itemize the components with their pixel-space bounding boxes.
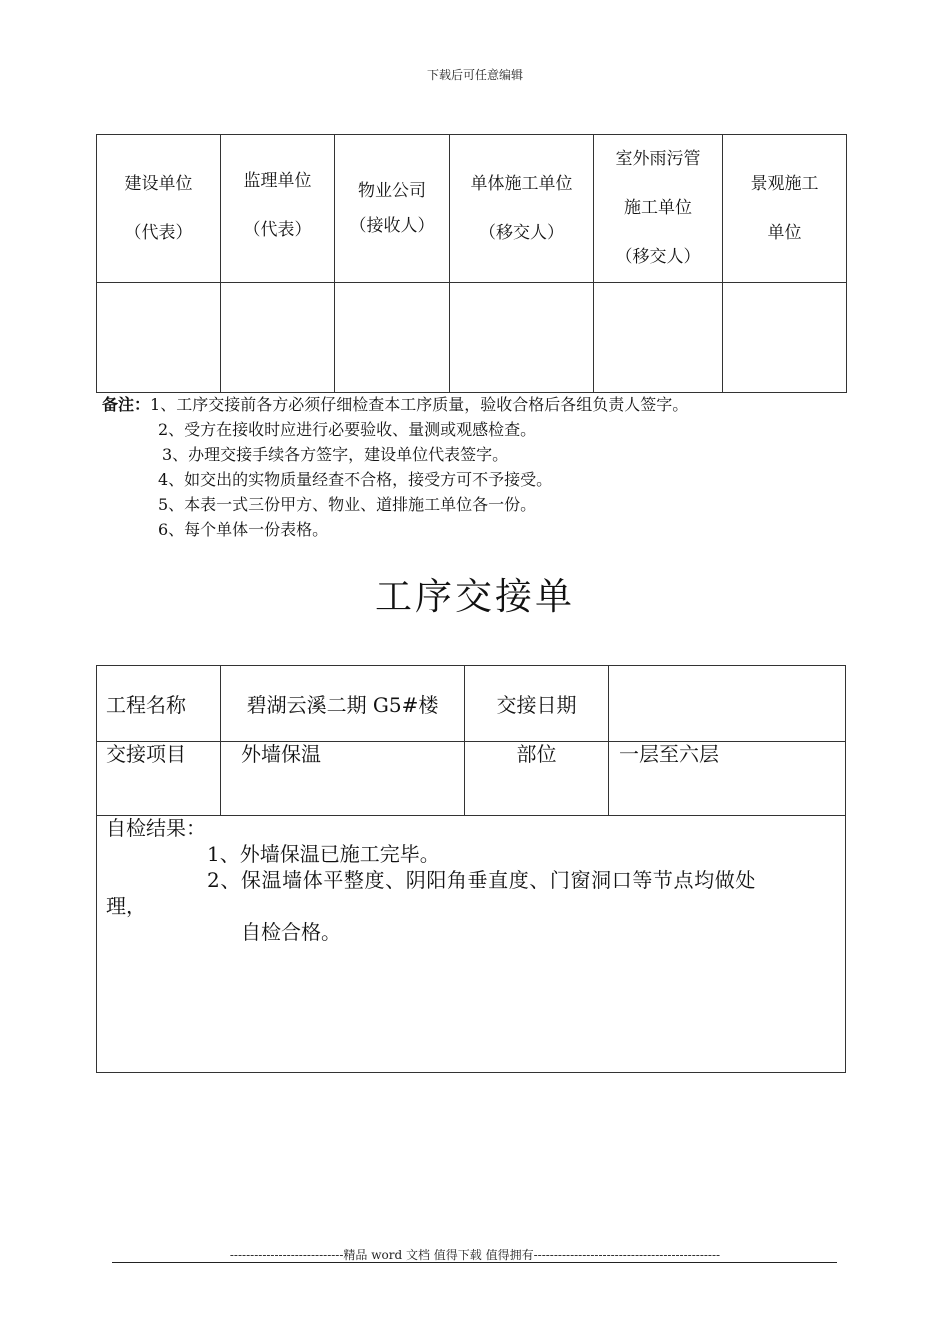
- self-check-line: 2、保温墙体平整度、阴阳角垂直度、门窗洞口等节点均做处: [207, 868, 756, 892]
- location-value[interactable]: 一层至六层: [608, 741, 845, 815]
- remarks-label: 备注：: [102, 395, 151, 414]
- header-building-contractor: 单体施工单位 （移交人）: [450, 135, 594, 283]
- handover-date-value[interactable]: [608, 666, 845, 741]
- project-name-value[interactable]: 碧湖云溪二期 G5#楼: [220, 666, 464, 741]
- signature-cell[interactable]: [723, 283, 847, 393]
- header-drainage-contractor: 室外雨污管 施工单位 （移交人）: [594, 135, 723, 283]
- handover-item-value[interactable]: 外墙保温: [220, 741, 464, 815]
- header-construction-unit: 建设单位 （代表）: [97, 135, 221, 283]
- signature-cell[interactable]: [97, 283, 221, 393]
- signature-cell[interactable]: [335, 283, 450, 393]
- form-row-item: [97, 741, 845, 816]
- remark-item: 1、工序交接前各方必须仔细检查本工序质量，验收合格后各组负责人签字。: [150, 395, 689, 414]
- header-landscape-contractor: 景观施工 单位: [723, 135, 847, 283]
- remark-item: 3、办理交接手续各方签字，建设单位代表签字。: [162, 445, 509, 464]
- signature-header-row: [97, 135, 847, 283]
- remark-item: 5、本表一式三份甲方、物业、道排施工单位各一份。: [158, 495, 537, 514]
- document-title: 工序交接单: [375, 575, 575, 618]
- form-row-project: [97, 666, 845, 742]
- remark-item: 4、如交出的实物质量经查不合格，接受方可不予接受。: [158, 470, 553, 489]
- handover-form: [96, 665, 846, 1073]
- handover-date-label: 交接日期: [464, 666, 608, 741]
- signature-cell[interactable]: [450, 283, 594, 393]
- signature-table: [96, 134, 847, 393]
- self-check-section: [97, 815, 845, 945]
- self-check-line: 自检合格。: [241, 920, 341, 944]
- remark-item: 6、每个单体一份表格。: [158, 520, 329, 539]
- signature-blank-row: [97, 283, 847, 393]
- header-supervision-unit: 监理单位 （代表）: [221, 135, 335, 283]
- signature-cell[interactable]: [594, 283, 723, 393]
- self-check-label: 自检结果：: [106, 816, 206, 840]
- header-property-company: 物业公司 （接收人）: [335, 135, 450, 283]
- signature-cell[interactable]: [221, 283, 335, 393]
- self-check-line: 1、外墙保温已施工完毕。: [207, 842, 440, 866]
- project-name-label: 工程名称: [106, 693, 186, 717]
- remarks: [102, 392, 842, 542]
- header-note: 下载后可任意编辑: [426, 68, 523, 82]
- footer-note: ----------------------------精品 word 文档 值得下载 值得拥有----------------------------------------------: [229, 1248, 721, 1262]
- handover-item-label: 交接项目: [106, 742, 186, 766]
- remark-item: 2、受方在接收时应进行必要验收、量测或观感检查。: [158, 420, 537, 439]
- self-check-line: 理，: [106, 894, 146, 918]
- footer-rule: [112, 1262, 837, 1263]
- location-label: 部位: [464, 741, 608, 815]
